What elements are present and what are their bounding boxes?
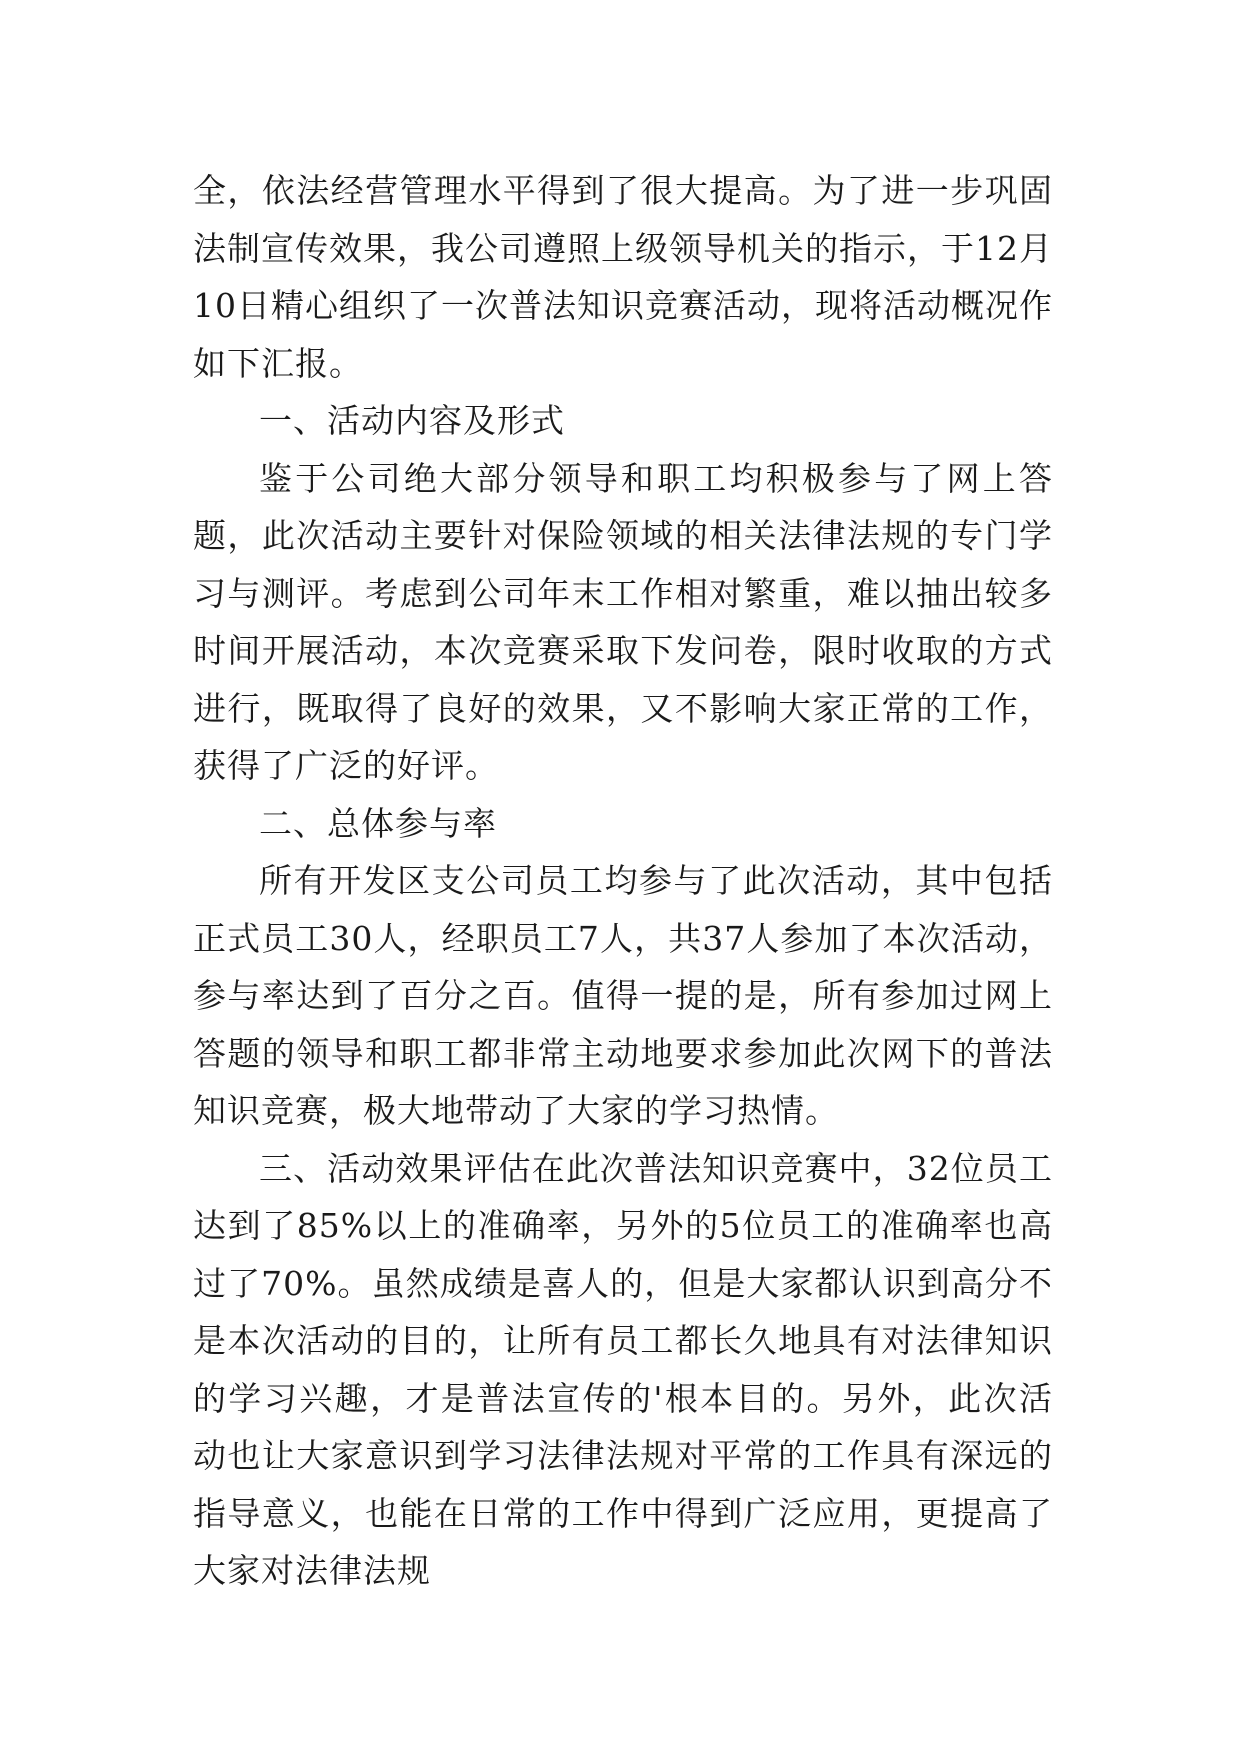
section-heading-activity-content: 一、活动内容及形式 [259,401,565,440]
document-body [193,162,1053,1600]
paragraph-participation-rate: 所有开发区支公司员工均参与了此次活动，其中包括正式员工30人，经职员工7人，共37人参加了本次活动，参与率达到了百分之百。值得一提的是，所有参加过网上答题的领导和职工都非常主动地要求参加此次网下的普法知识竞赛，极大地带动了大家的学习热情。 [193,861,1053,1130]
paragraph-intro: 全，依法经营管理水平得到了很大提高。为了进一步巩固法制宣传效果，我公司遵照上级领导机关的指示，于12月10日精心组织了一次普法知识竞赛活动，现将活动概况作如下汇报。 [193,171,1053,383]
paragraph-activity-content: 鉴于公司绝大部分领导和职工均积极参与了网上答题，此次活动主要针对保险领域的相关法律法规的专门学习与测评。考虑到公司年末工作相对繁重，难以抽出较多时间开展活动，本次竞赛采取下发问卷，限时收取的方式进行，既取得了良好的效果，又不影响大家正常的工作，获得了广泛的好评。 [193,458,1053,785]
paragraph-effect-evaluation: 三、活动效果评估在此次普法知识竞赛中，32位员工达到了85%以上的准确率，另外的5位员工的准确率也高过了70%。虽然成绩是喜人的，但是大家都认识到高分不是本次活动的目的，让所有员工都长久地具有对法律知识的学习兴趣，才是普法宣传的'根本目的。另外，此次活动也让大家意识到学习法律法规对平常的工作具有深远的指导意义，也能在日常的工作中得到广泛应用，更提高了大家对法律法规 [193,1148,1053,1590]
section-heading-participation-rate: 二、总体参与率 [259,803,497,843]
